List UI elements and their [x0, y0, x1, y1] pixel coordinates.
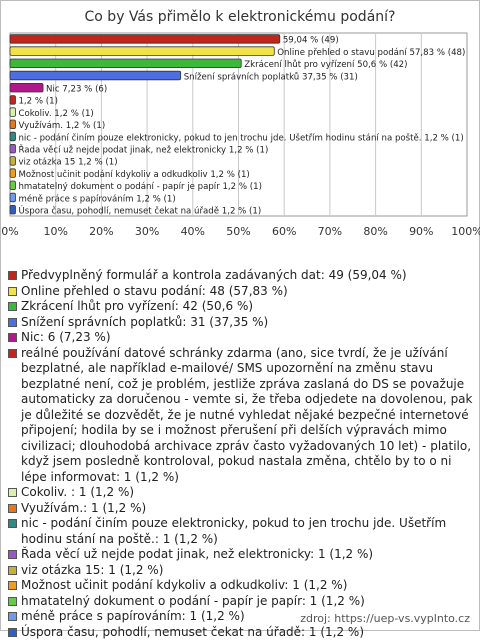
legend-label: nic - podání činím pouze elektronicky, pokud to jen trochu jde. Ušetřím hodinu stání na poště.: 1 (1,2 %) — [21, 516, 446, 546]
x-tick-label: 20% — [89, 225, 113, 238]
bar-label: hmatatelný dokument o podání - papír je papír 1,2 % (1) — [18, 182, 261, 192]
bar — [10, 205, 15, 214]
bar — [10, 83, 43, 92]
x-tick-label: 70% — [318, 225, 342, 238]
x-tick-label: 30% — [135, 225, 159, 238]
x-tick-label: 40% — [181, 225, 205, 238]
bar-label: Online přehled o stavu podání 57,83 % (48) — [277, 48, 465, 58]
legend-swatch — [8, 612, 17, 621]
legend-swatch — [8, 333, 17, 342]
bar-label: Úspora času, pohodlí, nemuset čekat na úřadě 1,2 % (1) — [18, 205, 261, 217]
legend-label: hmatatelný dokument o podání - papír je papír: 1 (1,2 %) — [21, 594, 365, 608]
chart-title: Co by Vás přimělo k elektronickému podání? — [0, 9, 480, 25]
legend-swatch — [8, 519, 17, 528]
legend-item — [8, 346, 474, 486]
bar — [10, 144, 15, 153]
legend-swatch — [8, 302, 17, 311]
legend-swatch — [8, 488, 17, 497]
legend-label: Možnost učinit podání kdykoliv a odkudkoliv: 1 (1,2 %) — [21, 578, 347, 592]
legend-swatch — [8, 318, 17, 327]
bar-label: Snížení správních poplatků 37,35 % (31) — [184, 71, 358, 82]
legend-label: méně práce s papírováním: 1 (1,2 %) — [21, 609, 245, 623]
legend-swatch — [8, 271, 17, 280]
legend-item — [8, 563, 474, 579]
bar-label: 1,2 % (1) — [18, 97, 57, 107]
bar — [10, 181, 15, 190]
legend-label: Úspora času, pohodlí, nemuset čekat na úřadě: 1 (1,2 %) — [21, 625, 364, 639]
bar — [10, 157, 15, 166]
legend-swatch — [8, 597, 17, 606]
bar-label: nic - podání činím pouze elektronicky, pokud to jen trochu jde. Ušetřím hodinu stání na poště. 1,2 % (1) — [18, 132, 463, 143]
legend-label: viz otázka 15: 1 (1,2 %) — [21, 563, 163, 577]
legend-swatch — [8, 550, 17, 559]
legend-item — [8, 547, 474, 563]
bar-label: Cokoliv. 1,2 % (1) — [18, 109, 93, 119]
bar — [10, 59, 241, 68]
bar-label: viz otázka 15 1,2 % (1) — [18, 158, 117, 168]
bar-label: Využívám. 1,2 % (1) — [18, 121, 105, 131]
legend-label: Zkrácení lhůt pro vyřízení: 42 (50,6 %) — [21, 299, 253, 313]
x-tick-label: 100% — [451, 225, 480, 238]
bar — [10, 193, 15, 202]
bar — [10, 108, 15, 117]
x-tick-label: 50% — [226, 225, 250, 238]
legend-swatch — [8, 287, 17, 296]
legend-label: reálné používání datové schránky zdarma (ano, sice tvrdí, že je užívání bezplatné, ale například e-mailové/ SMS upozornění na změnu stavu bezplatné není, což je problém, jestliže zpráva zaslaná do DS se považuje automaticky za doručenou - vemte si, že třeba odjedete na dovolenou, pak je důležité se dozvědět, že je nutné vyhledat nějaké bezpečné internetové připojení; hodila by se i možnost přerušení při delších výpravách mimo civilizaci; dlouhodobá archivace zpráv často vyžadovaných 10 let) - platilo, když jsem posledně kontroloval, pokud nastala změna, chtělo by to o ni lépe informovat: 1 (1,2 %) — [21, 346, 472, 484]
bar-label: méně práce s papírováním 1,2 % (1) — [18, 193, 175, 204]
legend-item — [8, 315, 474, 331]
x-tick-label: 10% — [43, 225, 67, 238]
legend-swatch — [8, 566, 17, 575]
bar — [10, 47, 274, 56]
bar — [10, 169, 15, 178]
bar — [10, 96, 15, 105]
bar-label: 59,04 % (49) — [283, 36, 339, 46]
bar — [10, 35, 280, 44]
legend-item — [8, 485, 474, 501]
x-tick-label: 80% — [363, 225, 387, 238]
legend-label: Využívám.: 1 (1,2 %) — [21, 501, 146, 515]
x-tick-label: 0% — [1, 225, 18, 238]
legend-label: Předvyplněný formulář a kontrola zadávaných dat: 49 (59,04 %) — [21, 268, 407, 282]
legend-label: Cokoliv. : 1 (1,2 %) — [21, 485, 134, 499]
bar-label: Zkrácení lhůt pro vyřízení 50,6 % (42) — [244, 59, 407, 70]
bar-chart — [0, 0, 480, 268]
x-tick-label: 90% — [409, 225, 433, 238]
legend-label: Nic: 6 (7,23 %) — [21, 330, 111, 344]
legend-item — [8, 268, 474, 284]
bar — [10, 120, 15, 129]
legend-swatch — [8, 504, 17, 513]
legend-item — [8, 578, 474, 594]
legend-label: Řada věcí už nejde podat jinak, než elektronicky: 1 (1,2 %) — [21, 547, 373, 561]
bar-label: Nic 7,23 % (6) — [46, 85, 107, 95]
legend-label: Online přehled o stavu podání: 48 (57,83 %) — [21, 284, 288, 298]
legend-item — [8, 516, 474, 547]
legend-item — [8, 330, 474, 346]
legend-swatch — [8, 349, 17, 358]
bar-label: Možnost učinit podání kdykoliv a odkudkoliv 1,2 % (1) — [18, 169, 249, 180]
bar — [10, 132, 15, 141]
x-tick-label: 60% — [272, 225, 296, 238]
legend-item — [8, 299, 474, 315]
bar — [10, 71, 181, 80]
chart-legend — [8, 268, 474, 640]
legend-item — [8, 284, 474, 300]
legend-item — [8, 625, 474, 640]
legend-label: Snížení správních poplatků: 31 (37,35 %) — [21, 315, 268, 329]
legend-swatch — [8, 581, 17, 590]
legend-item — [8, 501, 474, 517]
bar-label: Řada věcí už nejde podat jinak, než elektronicky 1,2 % (1) — [18, 145, 268, 156]
legend-item — [8, 594, 474, 610]
source-note: zdroj: https://uep-vs.vyplnto.cz — [300, 612, 470, 625]
legend-swatch — [8, 628, 17, 637]
